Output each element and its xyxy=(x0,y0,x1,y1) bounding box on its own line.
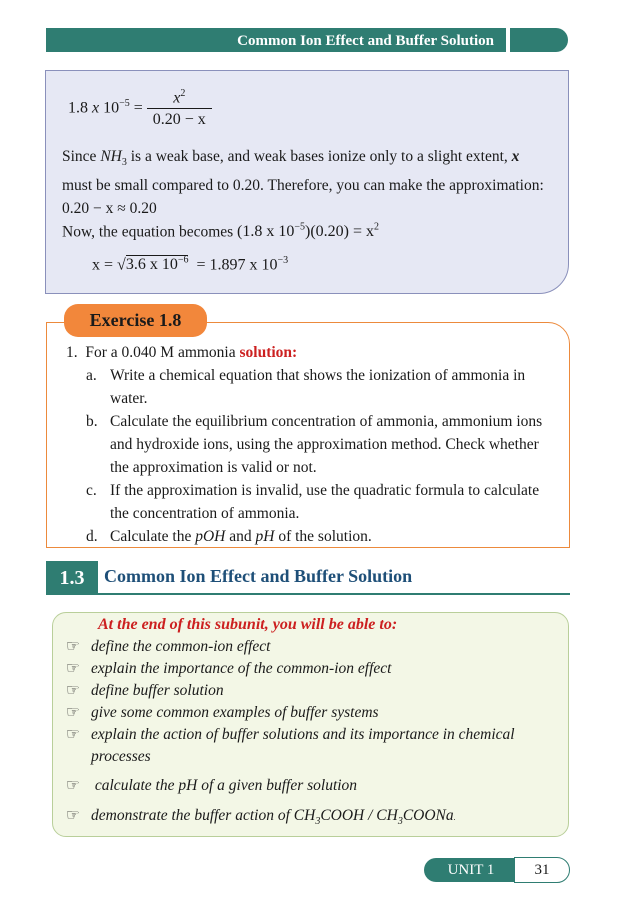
objective-item: ☞ explain the action of buffer solutions and its importance in chemical processes xyxy=(66,724,560,768)
pointing-hand-icon: ☞ xyxy=(66,638,80,655)
pointing-hand-icon: ☞ xyxy=(66,777,80,794)
running-header-title: Common Ion Effect and Buffer Solution xyxy=(237,33,494,49)
objective-item: ☞ define buffer solution xyxy=(66,680,560,702)
exercise-tab: Exercise 1.8 xyxy=(64,304,207,337)
section-number: 1.3 xyxy=(46,561,98,595)
pointing-hand-icon: ☞ xyxy=(66,682,80,699)
exercise-list xyxy=(86,364,564,548)
header-tab-decoration xyxy=(510,28,568,52)
pointing-hand-icon: ☞ xyxy=(66,704,80,721)
equation-1: 1.8 x $10^{-5}$ = $\frac{x^2}{0.20 - x}$ xyxy=(68,88,212,129)
footer-unit-label: UNIT 1 xyxy=(424,858,518,882)
objective-item: ☞ explain the importance of the common-ion effect xyxy=(66,658,560,680)
equation-2: (1.8 x $10^{-5})(0.20) = x^2$ xyxy=(237,222,380,241)
sqrt-symbol: √ xyxy=(117,256,126,274)
pointing-hand-icon: ☞ xyxy=(66,660,80,677)
exercise-question-1: 1. For a 0.040 M ammonia solution: xyxy=(66,344,298,361)
section-underline xyxy=(98,593,570,595)
equation-1-fraction: $\frac{x^2}{0.20 - x}$ xyxy=(147,88,212,129)
pointing-hand-icon: ☞ xyxy=(66,807,80,824)
section-title: Common Ion Effect and Buffer Solution xyxy=(104,566,413,586)
exercise-item-c: c. If the approximation is invalid, use the quadratic formula to calculate the concentration of ammonia. xyxy=(86,482,540,522)
paragraph-now: Now, the equation becomes (1.8 x $10^{-5})(0.20) = x^2$ xyxy=(62,222,380,241)
sqrt-radicand: 3.6 x $10^{-6}$ xyxy=(125,255,189,274)
paragraph-since: Since $NH_3$ is a weak base, and weak bases ionize only to a slight extent, x must be small compared to 0.20. Therefore, you can make the approximation: 0.20 − x ≈ 0.20 xyxy=(62,148,544,218)
running-header xyxy=(46,28,506,52)
footer-page-number: 31 xyxy=(514,857,570,883)
objective-item: ☞ calculate the pH of a given buffer solution xyxy=(66,775,560,797)
objective-item: ☞ define the common-ion effect xyxy=(66,636,560,658)
exercise-item-a: a. Write a chemical equation that shows the ionization of ammonia in water. xyxy=(86,367,526,407)
equation-3: x = √3.6 x $10^{-6} = 1.897$ x $10^{-3}$ xyxy=(92,255,289,274)
objectives-heading: At the end of this subunit, you will be able to: xyxy=(98,616,398,633)
exercise-item-d: d. Calculate the pOH and pH of the solution. xyxy=(86,528,372,545)
pointing-hand-icon: ☞ xyxy=(66,726,80,743)
objective-item: ☞ give some common examples of buffer systems xyxy=(66,702,560,724)
objectives-list xyxy=(66,636,560,833)
exercise-item-b: b. Calculate the equilibrium concentration of ammonia, ammonium ions and hydroxide ions, using the approximation method. Check whether the approximation is valid or not. xyxy=(86,413,543,476)
objective-item: ☞ demonstrate the buffer action of $CH_3COOH$ / $CH_3COONa$. xyxy=(66,807,456,828)
approximation: 0.20 − x ≈ 0.20 xyxy=(62,200,157,218)
